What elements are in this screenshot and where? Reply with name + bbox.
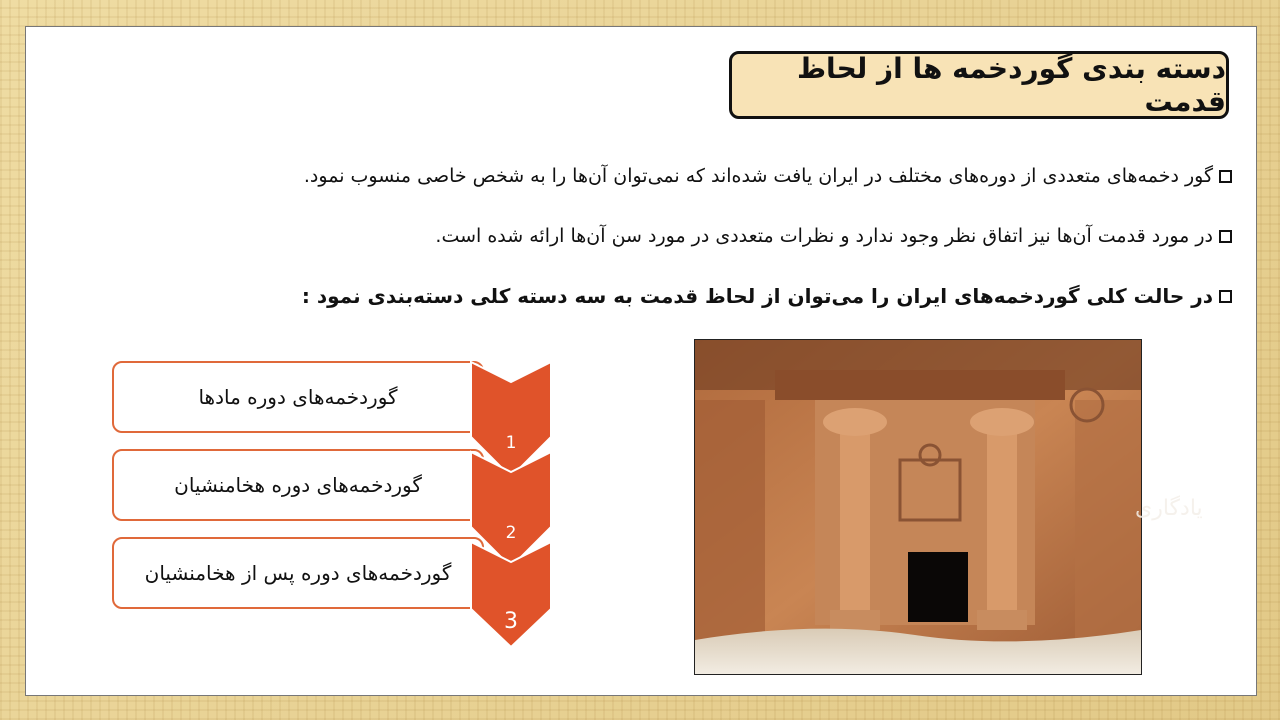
title-box <box>729 51 1229 119</box>
checkbox-bullet-icon <box>1219 170 1232 183</box>
category-box <box>112 537 484 609</box>
bullet-text: در مورد قدمت آن‌ها نیز اتفاق نظر وجود ندارد و نظرات متعددی در مورد سن آن‌ها ارائه شده است. <box>435 225 1213 247</box>
chevron-number: 3 <box>504 609 518 634</box>
checkbox-bullet-icon <box>1219 230 1232 243</box>
checkbox-bullet-icon <box>1219 290 1232 303</box>
chevron-number: 1 <box>505 433 517 453</box>
category-box <box>112 449 484 521</box>
graffiti-text: یادگاری <box>1135 496 1203 521</box>
chevron-number: 2 <box>505 523 517 543</box>
bullet-text: در حالت کلی گوردخمه‌های ایران را می‌توان از لحاظ قدمت به سه دسته کلی دسته‌بندی نمود : <box>301 284 1213 308</box>
category-label: گوردخمه‌های دوره پس از هخامنشیان <box>144 561 452 585</box>
category-label: گوردخمه‌های دوره مادها <box>198 385 398 409</box>
slide-title: دسته بندی گوردخمه ها از لحاظ قدمت <box>796 52 1226 118</box>
slide-canvas <box>25 26 1257 696</box>
category-box <box>112 361 484 433</box>
bullet-item <box>302 284 1232 308</box>
chevron-process-arrows <box>466 357 556 651</box>
bullet-item <box>435 225 1232 247</box>
rock-tomb-photo <box>694 339 1203 675</box>
category-label: گوردخمه‌های دوره هخامنشیان <box>174 473 422 497</box>
bullet-text: گور دخمه‌های متعددی از دوره‌های مختلف در ایران یافت شده‌اند که نمی‌توان آن‌ها را به شخص خاصی منسوب نمود. <box>303 165 1213 187</box>
bullet-item <box>304 165 1232 187</box>
